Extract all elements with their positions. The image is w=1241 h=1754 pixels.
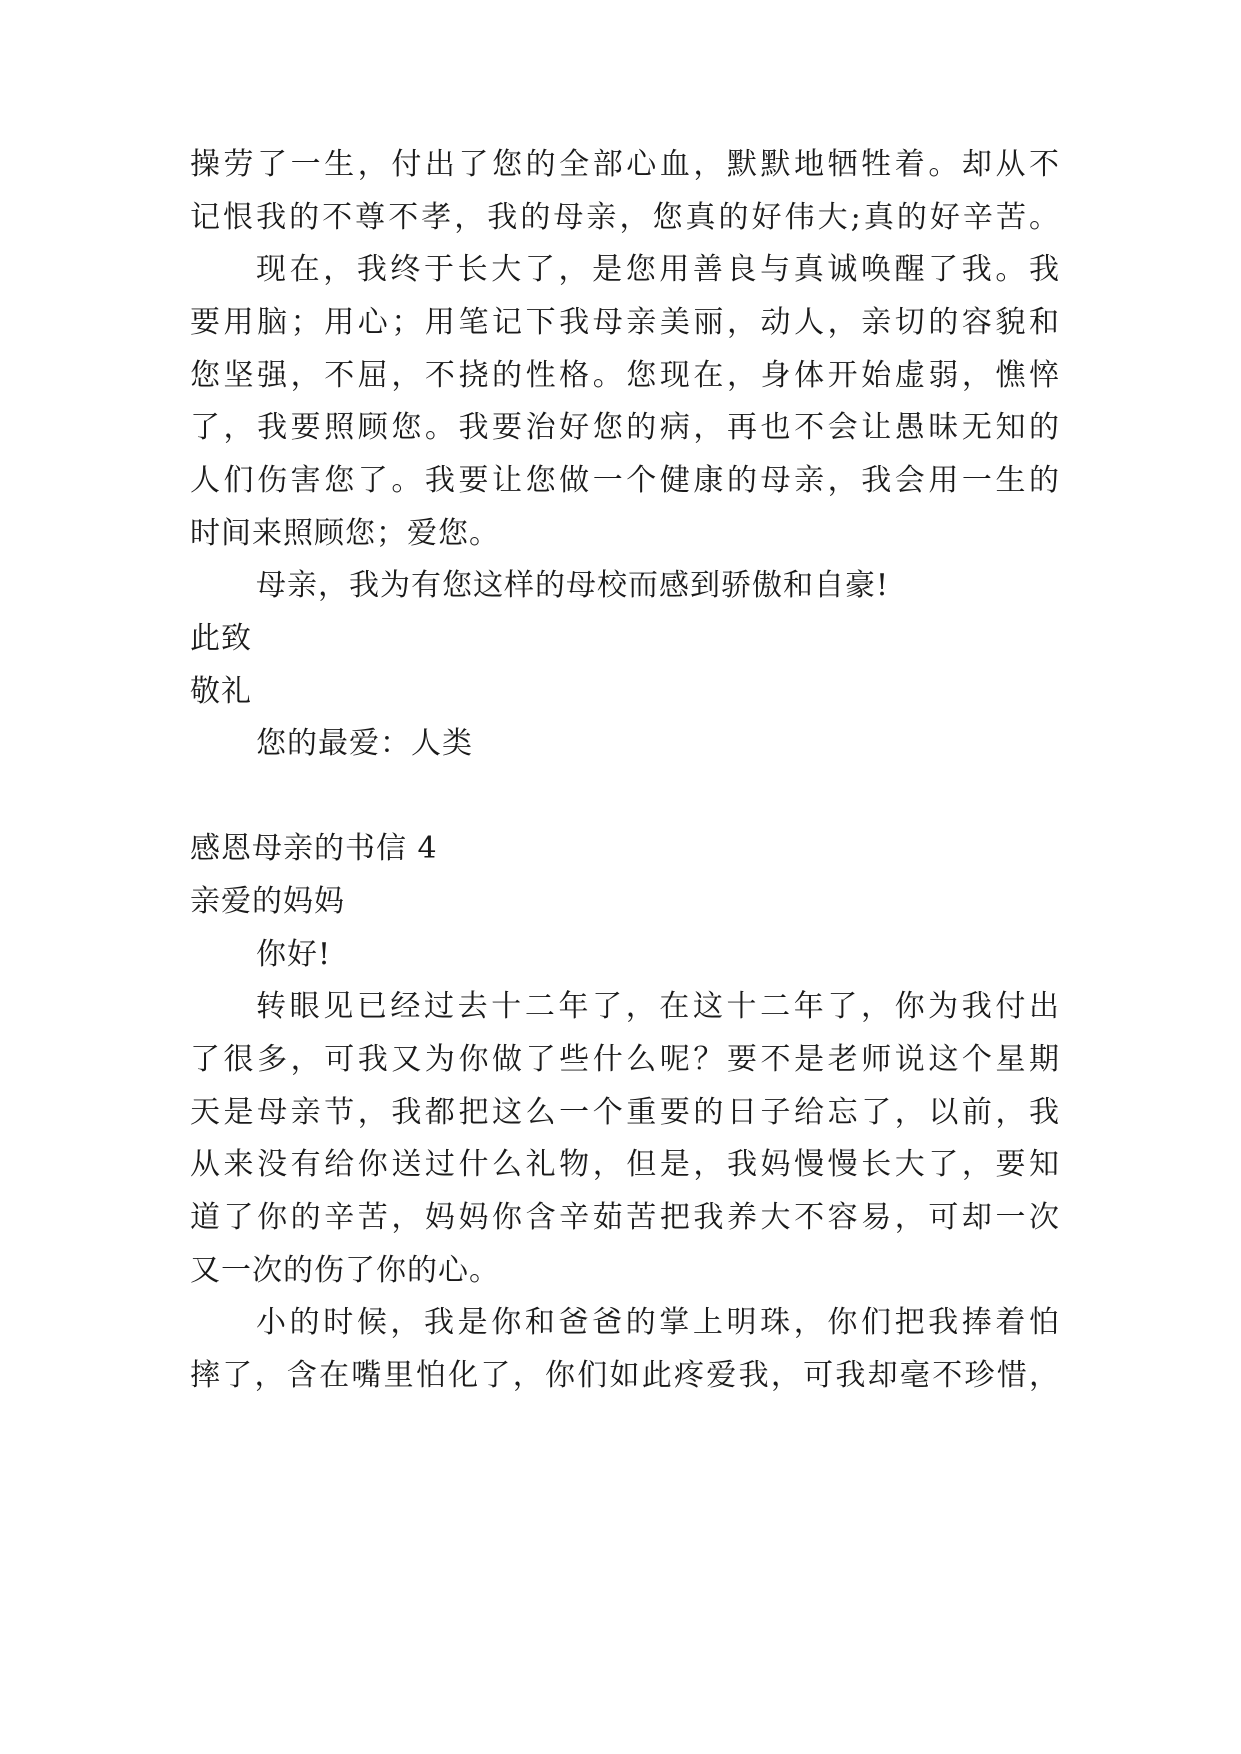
signature: 您的最爱：人类 — [256, 726, 473, 761]
closing-line: 此致 — [190, 621, 252, 656]
text-line: 天是母亲节，我都把这么一个重要的日子给忘了，以前，我 — [190, 1095, 1060, 1130]
text-line: 母亲，我为有您这样的母校而感到骄傲和自豪! — [256, 568, 890, 603]
text-line: 现在，我终于长大了，是您用善良与真诚唤醒了我。我 — [256, 252, 1060, 287]
text-line: 又一次的伤了你的心。 — [190, 1253, 500, 1288]
salutation: 亲爱的妈妈 — [190, 884, 345, 919]
text-line: 要用脑；用心；用笔记下我母亲美丽，动人，亲切的容貌和 — [190, 305, 1060, 340]
text-line: 人们伤害您了。我要让您做一个健康的母亲，我会用一生的 — [190, 463, 1060, 498]
text-line: 了很多，可我又为你做了些什么呢？要不是老师说这个星期 — [190, 1042, 1060, 1077]
text-line: 小的时候，我是你和爸爸的掌上明珠，你们把我捧着怕 — [256, 1305, 1060, 1340]
greeting: 你好! — [256, 937, 332, 972]
text-line: 转眼见已经过去十二年了，在这十二年了，你为我付出 — [256, 989, 1060, 1024]
text-line: 您坚强，不屈，不挠的性格。您现在，身体开始虚弱，憔悴 — [190, 358, 1060, 393]
text-line: 时间来照顾您；爱您。 — [190, 516, 500, 551]
closing-line: 敬礼 — [190, 674, 252, 709]
text-line: 操劳了一生，付出了您的全部心血，默默地牺牲着。却从不 — [190, 147, 1060, 182]
text-line: 摔了，含在嘴里怕化了，你们如此疼爱我，可我却毫不珍惜， — [190, 1358, 1060, 1393]
section-title: 感恩母亲的书信 4 — [190, 831, 438, 866]
text-line: 记恨我的不尊不孝，我的母亲，您真的好伟大;真的好辛苦。 — [190, 200, 1060, 235]
text-line: 了，我要照顾您。我要治好您的病，再也不会让愚昧无知的 — [190, 410, 1060, 445]
text-line: 从来没有给你送过什么礼物，但是，我妈慢慢长大了，要知 — [190, 1147, 1060, 1182]
text-line: 道了你的辛苦，妈妈你含辛茹苦把我养大不容易，可却一次 — [190, 1200, 1060, 1235]
